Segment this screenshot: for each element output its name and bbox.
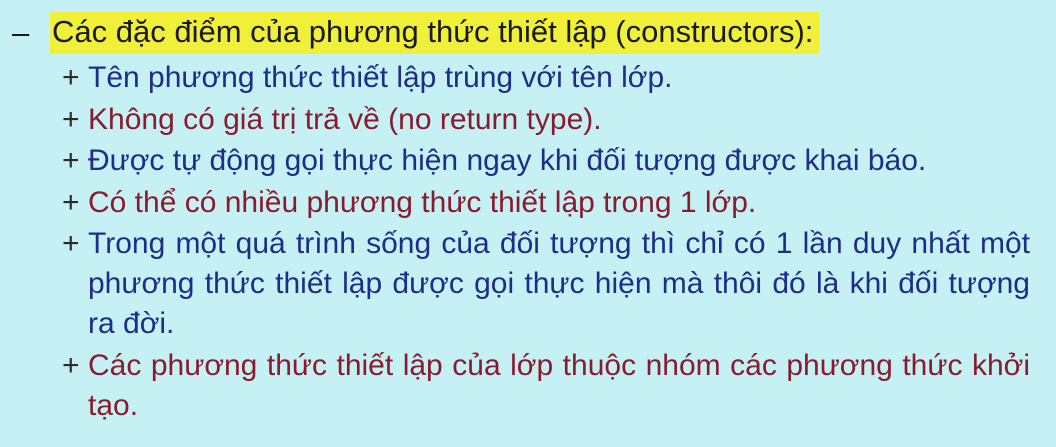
slide-heading [12, 10, 819, 56]
bullet-item [62, 141, 1030, 181]
bullet-text: Được tự động gọi thực hiện ngay khi đối tượng được khai báo. [88, 144, 927, 177]
bullet-text: Tên phương thức thiết lập trùng với tên lớp. [88, 61, 673, 94]
bullet-text: Trong một quá trình sống của đối tượng thì chỉ có 1 lần duy nhất một phương thức thiết lập được gọi thực hiện mà thôi đó là khi đối tượng ra đời. [88, 227, 1030, 340]
heading-text: Các đặc điểm của phương thức thiết lập (constructors): [50, 12, 819, 54]
bullet-marker: + [62, 185, 80, 219]
bullet-item [62, 346, 1030, 426]
bullet-item [62, 183, 1030, 223]
bullet-marker: + [62, 102, 80, 136]
bullet-text: Không có giá trị trả về (no return type). [88, 102, 602, 136]
bullet-item [62, 100, 1030, 140]
heading-dash: – [12, 15, 30, 50]
bullet-item [62, 224, 1030, 344]
bullet-marker: + [62, 144, 80, 177]
bullet-item [62, 58, 1030, 98]
bullet-list [62, 58, 1030, 427]
bullet-text: Có thể có nhiều phương thức thiết lập trong 1 lớp. [88, 185, 757, 219]
bullet-marker: + [62, 227, 80, 260]
bullet-text: Các phương thức thiết lập của lớp thuộc nhóm các phương thức khởi tạo. [88, 348, 1030, 422]
bullet-marker: + [62, 348, 80, 382]
bullet-marker: + [62, 61, 80, 94]
